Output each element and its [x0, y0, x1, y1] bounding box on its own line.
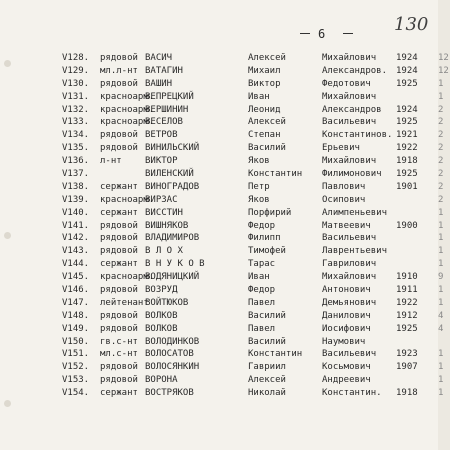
first-name: Тарас — [248, 259, 276, 270]
rank: сержант — [100, 181, 138, 192]
cut-off-column: 1 — [438, 362, 444, 373]
birth-year: 1924 — [396, 65, 418, 76]
first-name: Гавриил — [248, 362, 286, 373]
first-name: Василий — [248, 143, 286, 154]
patronymic: Константин. — [322, 388, 382, 399]
first-name: Федор — [248, 220, 276, 231]
cut-off-column: 1 — [438, 220, 444, 231]
rank: рядовой — [100, 362, 138, 373]
first-name: Василий — [248, 336, 286, 347]
patronymic: Федотович — [322, 78, 371, 89]
rank: мл.л-нт — [100, 65, 138, 76]
patronymic: Наумович — [322, 336, 366, 347]
cut-off-column: 1 — [438, 285, 444, 296]
first-name: Иван — [248, 91, 270, 102]
surname: ВИНИЛЬСКИЙ — [145, 143, 200, 154]
first-name: Василий — [248, 310, 286, 321]
surname: ВОЛОСАТОВ — [145, 349, 194, 360]
entry-number: V130. — [62, 78, 90, 89]
surname: ВИКТОР — [145, 156, 178, 167]
patronymic: Михайлович — [322, 272, 377, 283]
roster-row — [0, 245, 450, 258]
cut-off-column: 2 — [438, 194, 444, 205]
rank: рядовой — [100, 233, 138, 244]
roster-row — [0, 91, 450, 104]
patronymic: Михайлович — [322, 53, 377, 63]
roster-row — [0, 194, 450, 207]
roster-row — [0, 323, 450, 336]
entry-number: V140. — [62, 207, 90, 218]
surname: ВЛАДИМИРОВ — [145, 233, 200, 244]
patronymic: Михайлович — [322, 91, 377, 102]
birth-year: 1911 — [396, 285, 418, 296]
first-name: Николай — [248, 388, 286, 399]
cut-off-column: 1 — [438, 207, 444, 218]
entry-number: V146. — [62, 285, 90, 296]
cut-off-column: 1 — [438, 91, 444, 102]
first-name: Михаил — [248, 65, 281, 76]
first-name: Яков — [248, 156, 270, 167]
entry-number: V153. — [62, 375, 90, 386]
patronymic: Васильевич — [322, 117, 377, 128]
rank: рядовой — [100, 310, 138, 321]
birth-year: 1924 — [396, 53, 418, 63]
first-name: Алексей — [248, 375, 286, 386]
entry-number: V132. — [62, 104, 90, 115]
cut-off-column: 4 — [438, 310, 444, 321]
surname: ВОЛКОВ — [145, 323, 178, 334]
rank: сержант — [100, 207, 138, 218]
cut-off-column: 2 — [438, 104, 444, 115]
roster-row — [0, 336, 450, 349]
surname: ВОЙТЮКОВ — [145, 297, 189, 308]
roster-row — [0, 284, 450, 297]
surname: ВИЛЕНСКИЙ — [145, 169, 194, 180]
entry-number: V137. — [62, 169, 90, 180]
entry-number: V136. — [62, 156, 90, 167]
rank: красноарм. — [100, 194, 155, 205]
patronymic: Иосифович — [322, 323, 371, 334]
roster-row — [0, 361, 450, 374]
roster-row — [0, 142, 450, 155]
entry-number: V152. — [62, 362, 90, 373]
entry-number: V135. — [62, 143, 90, 154]
surname: ВОДЯНИЦКИЙ — [145, 272, 200, 283]
birth-year: 1923 — [396, 349, 418, 360]
surname: В Л О Х — [145, 246, 183, 257]
first-name: Яков — [248, 194, 270, 205]
birth-year: 1912 — [396, 310, 418, 321]
cut-off-column: 2 — [438, 181, 444, 192]
rank: рядовой — [100, 130, 138, 141]
patronymic: Андреевич — [322, 375, 371, 386]
roster-row — [0, 65, 450, 78]
roster-row — [0, 155, 450, 168]
first-name: Леонид — [248, 104, 281, 115]
roster-row — [0, 220, 450, 233]
roster-row — [0, 129, 450, 142]
cut-off-column: 1 — [438, 297, 444, 308]
patronymic: Филимонович — [322, 169, 382, 180]
first-name: Павел — [248, 323, 276, 334]
roster-row — [0, 207, 450, 220]
birth-year: 1925 — [396, 169, 418, 180]
entry-number: V131. — [62, 91, 90, 102]
surname: ВЕПРЕЦКИЙ — [145, 91, 194, 102]
first-name: Степан — [248, 130, 281, 141]
birth-year: 1900 — [396, 220, 418, 231]
entry-number: V134. — [62, 130, 90, 141]
patronymic: Павлович — [322, 181, 366, 192]
surname: ВИРЗАС — [145, 194, 178, 205]
patronymic: Михайлович — [322, 156, 377, 167]
rank: сержант — [100, 259, 138, 270]
rank: рядовой — [100, 375, 138, 386]
cut-off-column: 1 — [438, 259, 444, 270]
roster-row — [0, 168, 450, 181]
rank: красноарм. — [100, 104, 155, 115]
roster-row — [0, 78, 450, 91]
patronymic: Данилович — [322, 310, 371, 321]
entry-number: V138. — [62, 181, 90, 192]
surname: ВАСИЧ — [145, 53, 173, 63]
patronymic: Александров — [322, 104, 382, 115]
first-name: Алексей — [248, 53, 286, 63]
cut-off-column: 12 — [438, 65, 449, 76]
cut-off-column: 4 — [438, 323, 444, 334]
rank: сержант — [100, 388, 138, 399]
first-name: Тимофей — [248, 246, 286, 257]
first-name: Филипп — [248, 233, 281, 244]
surname: ВОСТРЯКОВ — [145, 388, 194, 399]
birth-year: 1925 — [396, 78, 418, 89]
entry-number: V141. — [62, 220, 90, 231]
entry-number: V147. — [62, 297, 90, 308]
entry-number: V149. — [62, 323, 90, 334]
page-number: 6 — [318, 27, 326, 41]
birth-year: 1910 — [396, 272, 418, 283]
surname: ВИШНЯКОВ — [145, 220, 189, 231]
cut-off-column: 1 — [438, 78, 444, 89]
first-name: Виктор — [248, 78, 281, 89]
first-name: Константин — [248, 169, 303, 180]
entry-number: V150. — [62, 336, 90, 347]
handwritten-folio-number: 130 — [394, 14, 429, 35]
patronymic: Васильевич — [322, 349, 377, 360]
entry-number: V139. — [62, 194, 90, 205]
entry-number: V148. — [62, 310, 90, 321]
patronymic: Осипович — [322, 194, 366, 205]
surname: ВЕРШИНИН — [145, 104, 189, 115]
entry-number: V145. — [62, 272, 90, 283]
roster-row — [0, 232, 450, 245]
cut-off-column: 2 — [438, 169, 444, 180]
first-name: Константин — [248, 349, 303, 360]
surname: ВОЛКОВ — [145, 310, 178, 321]
entry-number: V128. — [62, 53, 90, 63]
surname: ВАТАГИН — [145, 65, 183, 76]
entry-number: V144. — [62, 259, 90, 270]
entry-number: V151. — [62, 349, 90, 360]
cut-off-column: 2 — [438, 117, 444, 128]
cut-off-column: 1 — [438, 388, 444, 399]
first-name: Петр — [248, 181, 270, 192]
first-name: Павел — [248, 297, 276, 308]
rank: красноарм. — [100, 117, 155, 128]
rank: рядовой — [100, 323, 138, 334]
first-name: Алексей — [248, 117, 286, 128]
roster-row — [0, 387, 450, 400]
surname: ВИНОГРАДОВ — [145, 181, 200, 192]
rank: мл.с-нт — [100, 349, 138, 360]
surname: ВАШИН — [145, 78, 173, 89]
rank: гв.с-нт — [100, 336, 138, 347]
roster-row — [0, 310, 450, 323]
patronymic: Константинов. — [322, 130, 393, 141]
roster-row — [0, 258, 450, 271]
birth-year: 1925 — [396, 117, 418, 128]
birth-year: 1924 — [396, 104, 418, 115]
cut-off-column: 2 — [438, 143, 444, 154]
roster-row — [0, 104, 450, 117]
rank: рядовой — [100, 53, 138, 63]
page-number-dash-right — [343, 33, 353, 34]
entry-number: V143. — [62, 246, 90, 257]
surname: ВОРОНА — [145, 375, 178, 386]
cut-off-column: 1 — [438, 375, 444, 386]
entry-number: V133. — [62, 117, 90, 128]
patronymic: Демьянович — [322, 297, 377, 308]
rank: рядовой — [100, 285, 138, 296]
page-number-dash-left — [300, 33, 310, 34]
cut-off-column: 1 — [438, 246, 444, 257]
surname: ВИССТИН — [145, 207, 183, 218]
birth-year: 1922 — [396, 297, 418, 308]
rank: рядовой — [100, 246, 138, 257]
birth-year: 1907 — [396, 362, 418, 373]
cut-off-column: 1 — [438, 349, 444, 360]
cut-off-column: 9 — [438, 272, 444, 283]
entry-number: V154. — [62, 388, 90, 399]
roster-row — [0, 271, 450, 284]
birth-year: 1918 — [396, 388, 418, 399]
surname: ВЕСЕЛОВ — [145, 117, 183, 128]
entry-number: V142. — [62, 233, 90, 244]
entry-number: V129. — [62, 65, 90, 76]
cut-off-column: 12 — [438, 53, 449, 63]
surname: В Н У К О В — [145, 259, 205, 270]
rank: рядовой — [100, 78, 138, 89]
patronymic: Лаврентьевич — [322, 246, 388, 257]
rank: красноарм. — [100, 272, 155, 283]
punch-hole — [4, 400, 11, 407]
patronymic: Алимпеньевич — [322, 207, 388, 218]
patronymic: Косьмович — [322, 362, 371, 373]
surname: ВОЛОДИНКОВ — [145, 336, 200, 347]
patronymic: Ерьевич — [322, 143, 360, 154]
rank: рядовой — [100, 220, 138, 231]
roster-row — [0, 181, 450, 194]
first-name: Иван — [248, 272, 270, 283]
rank: красноарм. — [100, 91, 155, 102]
patronymic: Васильевич — [322, 233, 377, 244]
patronymic: Матвеевич — [322, 220, 371, 231]
roster-row — [0, 297, 450, 310]
patronymic: Гаврилович — [322, 259, 377, 270]
roster-row — [0, 374, 450, 387]
cut-off-column: 2 — [438, 130, 444, 141]
birth-year: 1925 — [396, 323, 418, 334]
patronymic: Александров. — [322, 65, 388, 76]
roster-row — [0, 348, 450, 361]
rank: л-нт — [100, 156, 122, 167]
birth-year: 1918 — [396, 156, 418, 167]
rank: лейтенант — [100, 297, 149, 308]
cut-off-column: 1 — [438, 233, 444, 244]
surname: ВЕТРОВ — [145, 130, 178, 141]
surname: ВОЗРУД — [145, 285, 178, 296]
rank: рядовой — [100, 143, 138, 154]
first-name: Порфирий — [248, 207, 292, 218]
roster-row — [0, 52, 450, 65]
roster-list — [0, 52, 450, 400]
patronymic: Антонович — [322, 285, 371, 296]
first-name: Федор — [248, 285, 276, 296]
birth-year: 1922 — [396, 143, 418, 154]
birth-year: 1901 — [396, 181, 418, 192]
surname: ВОЛОСЯНКИН — [145, 362, 200, 373]
cut-off-column: 2 — [438, 156, 444, 167]
birth-year: 1921 — [396, 130, 418, 141]
roster-row — [0, 116, 450, 129]
